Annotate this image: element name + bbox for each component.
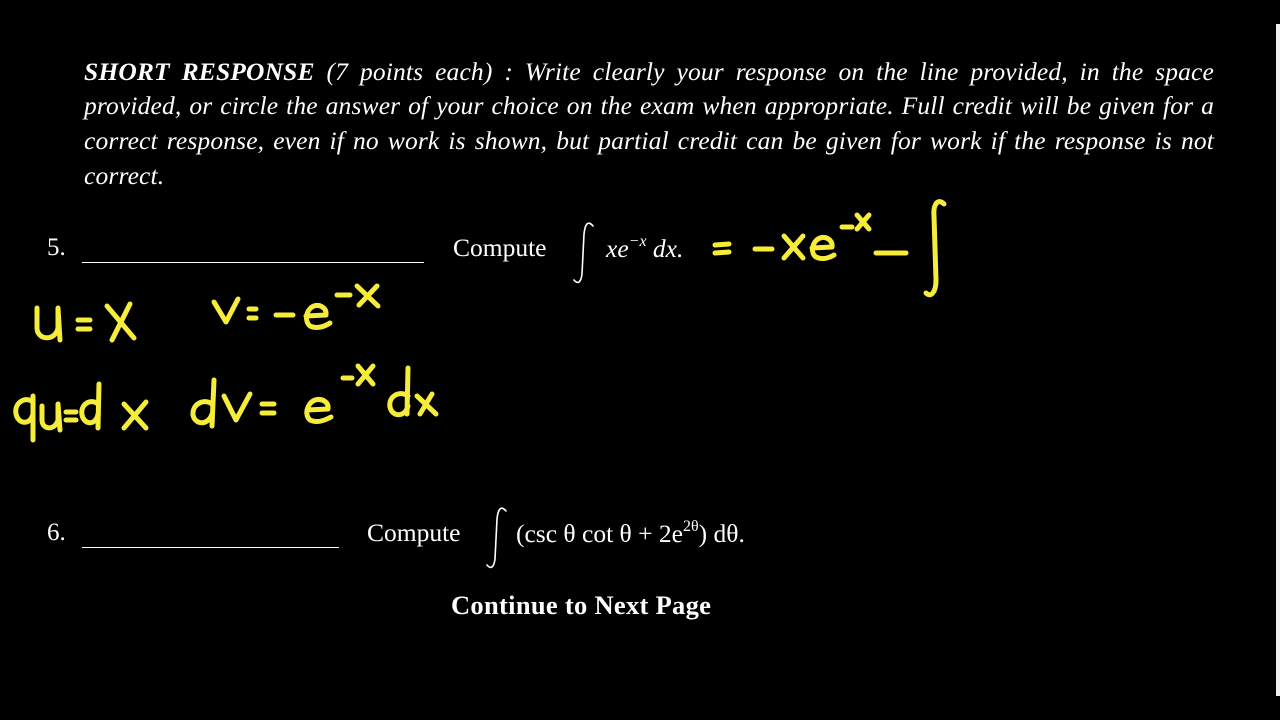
- instructions-heading: SHORT RESPONSE: [84, 56, 315, 86]
- problem-number: 6.: [47, 519, 66, 546]
- differential: dx.: [652, 234, 684, 263]
- handwritten-v-equals: [214, 286, 378, 327]
- continue-to-next-page: Continue to Next Page: [451, 590, 712, 620]
- integrand-exponent: 2θ: [682, 518, 699, 535]
- integrand-open: (csc θ cot θ + 2e: [516, 519, 683, 548]
- handwritten-dv-equals: [193, 366, 436, 426]
- integrand-exponent: −x: [628, 233, 647, 250]
- integrand-base: xe: [606, 234, 629, 263]
- compute-label: Compute: [453, 233, 547, 262]
- handwritten-u-equals-x: [37, 304, 134, 340]
- handwritten-du-equals-dx: [16, 384, 146, 440]
- problem-number: 5.: [47, 234, 66, 261]
- integrand-close: ) dθ.: [698, 519, 745, 548]
- instructions-text: (7 points each) : Write clearly your response on the line provided, in the space provided, or circle the answer of your choice on the exam when appropriate. Full credit will be given for a correct response, even if no work is shown, but partial credit can be given for work if the response is not correct.: [84, 56, 1214, 190]
- compute-label: Compute: [367, 518, 461, 547]
- handwritten-continuation: [715, 202, 944, 295]
